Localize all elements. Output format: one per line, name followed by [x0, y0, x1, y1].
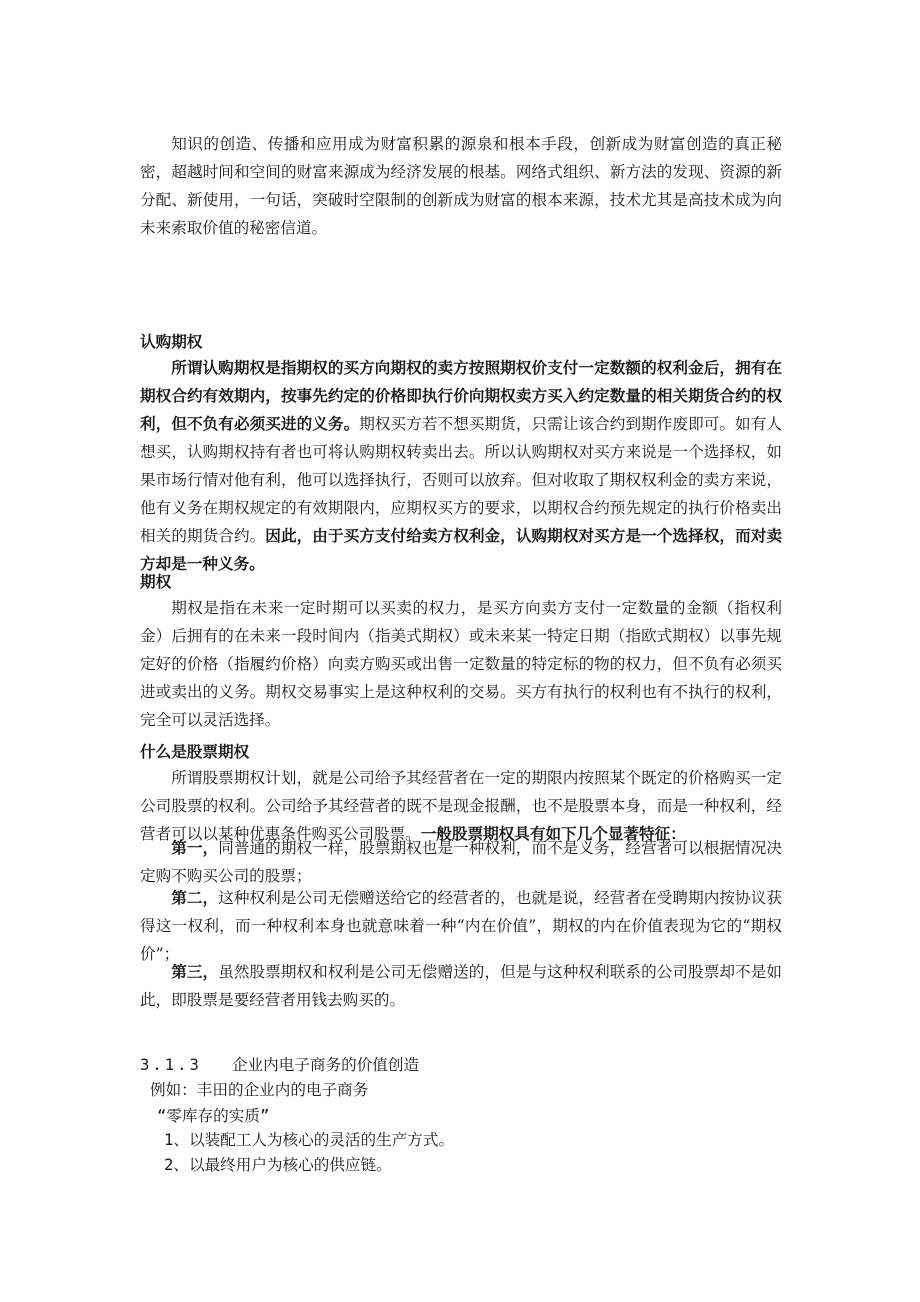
call-option-bold-definition: 所谓认购期权是指期权的买方向期权的卖方按照期权价支付一定数额的权利金后，拥有在期权合约有效期内，按事先约定的价格即执行价向期权卖方买入约定数量的相关期货合约的权利，但不负有必须买进的义务。 — [140, 359, 782, 433]
stock-option-body: 所谓股票期权计划，就是公司给予其经营者在一定的期限内按照某个既定的价格购买一定公司股票的权利。公司给予其经营者的既不是现金报酬，也不是股票本身，而是一种权利，经营者可以以某种优惠条件购买公司股票。 — [140, 769, 782, 843]
feature-third-label: 第三， — [171, 963, 219, 981]
feature-first-label: 第一， — [171, 839, 219, 857]
section-title-text: 企业内电子商务的价值创造 — [231, 1056, 420, 1074]
feature-first-text: 同普通的期权一样，股票期权也是一种权利，而不是义务，经营者可以根据情况决定购不购买公司的股票； — [140, 839, 782, 885]
feature-second — [140, 884, 782, 968]
call-option-bold-conclusion: 因此，由于买方支付给卖方权利金，认购期权对买方是一个选择权，而对卖方却是一种义务。 — [140, 527, 782, 573]
section-item-2: 2、以最终用户为核心的供应链。 — [164, 1156, 392, 1174]
section-number: 3.1.3 — [140, 1056, 202, 1074]
option-heading: 期权 — [140, 573, 172, 591]
feature-second-text: 这种权利是公司无偿赠送给它的经营者的，也就是说，经营者在受聘期内按协议获得这一权利，而一种权利本身也就意味着一种“内在价值”，期权的内在价值表现为它的“期权价”； — [140, 889, 782, 963]
intro-paragraph: 知识的创造、传播和应用成为财富积累的源泉和根本手段，创新成为财富创造的真正秘密，超越时间和空间的财富来源成为经济发展的根基。网络式组织、新方法的发现、资源的新分配、新使用，一句话，突破时空限制的创新成为财富的根本来源，技术尤其是高技术成为向未来索取价值的秘密信道。 — [140, 135, 782, 237]
stock-option-bold-features: 一般股票期权具有如下几个显著特征： — [420, 825, 686, 843]
feature-second-label: 第二， — [171, 889, 219, 907]
section-title — [140, 1052, 419, 1078]
feature-first — [140, 834, 782, 890]
call-option-heading: 认购期权 — [140, 333, 203, 351]
feature-third-text: 虽然股票期权和权利是公司无偿赠送的，但是与这种权利联系的公司股票却不是如此，即股票是要经营者用钱去购买的。 — [140, 963, 782, 1009]
section-example-line: 例如：丰田的企业内的电子商务 — [150, 1081, 369, 1099]
call-option-body: 期权买方若不想买期货，只需让该合约到期作废即可。如有人想买，认购期权持有者也可将认购期权转卖出去。所以认购期权对买方来说是一个选择权，如果市场行情对他有利，他可以选择执行，否则可以放弃。但对收取了期权权利金的卖方来说，他有义务在期权规定的有效期限内，应期权买方的要求，以期权合约预先规定的执行价格卖出相关的期货合约。 — [140, 415, 782, 545]
section-quote-line: “零库存的实质” — [157, 1107, 270, 1125]
option-paragraph: 期权是指在未来一定时期可以买卖的权力，是买方向卖方支付一定数量的金额（指权利金）后拥有的在未来一段时间内（指美式期权）或未来某一特定日期（指欧式期权）以事先规定好的价格（指履约价格）向卖方购买或出售一定数量的特定标的物的权力，但不负有必须买进或卖出的义务。期权交易事实上是这种权利的交易。买方有执行的权利也有不执行的权利，完全可以灵活选择。 — [140, 599, 782, 729]
call-option-paragraph — [140, 354, 782, 578]
feature-third — [140, 958, 782, 1014]
stock-option-heading: 什么是股票期权 — [140, 743, 250, 761]
section-item-1: 1、以装配工人为核心的灵活的生产方式。 — [164, 1131, 455, 1149]
